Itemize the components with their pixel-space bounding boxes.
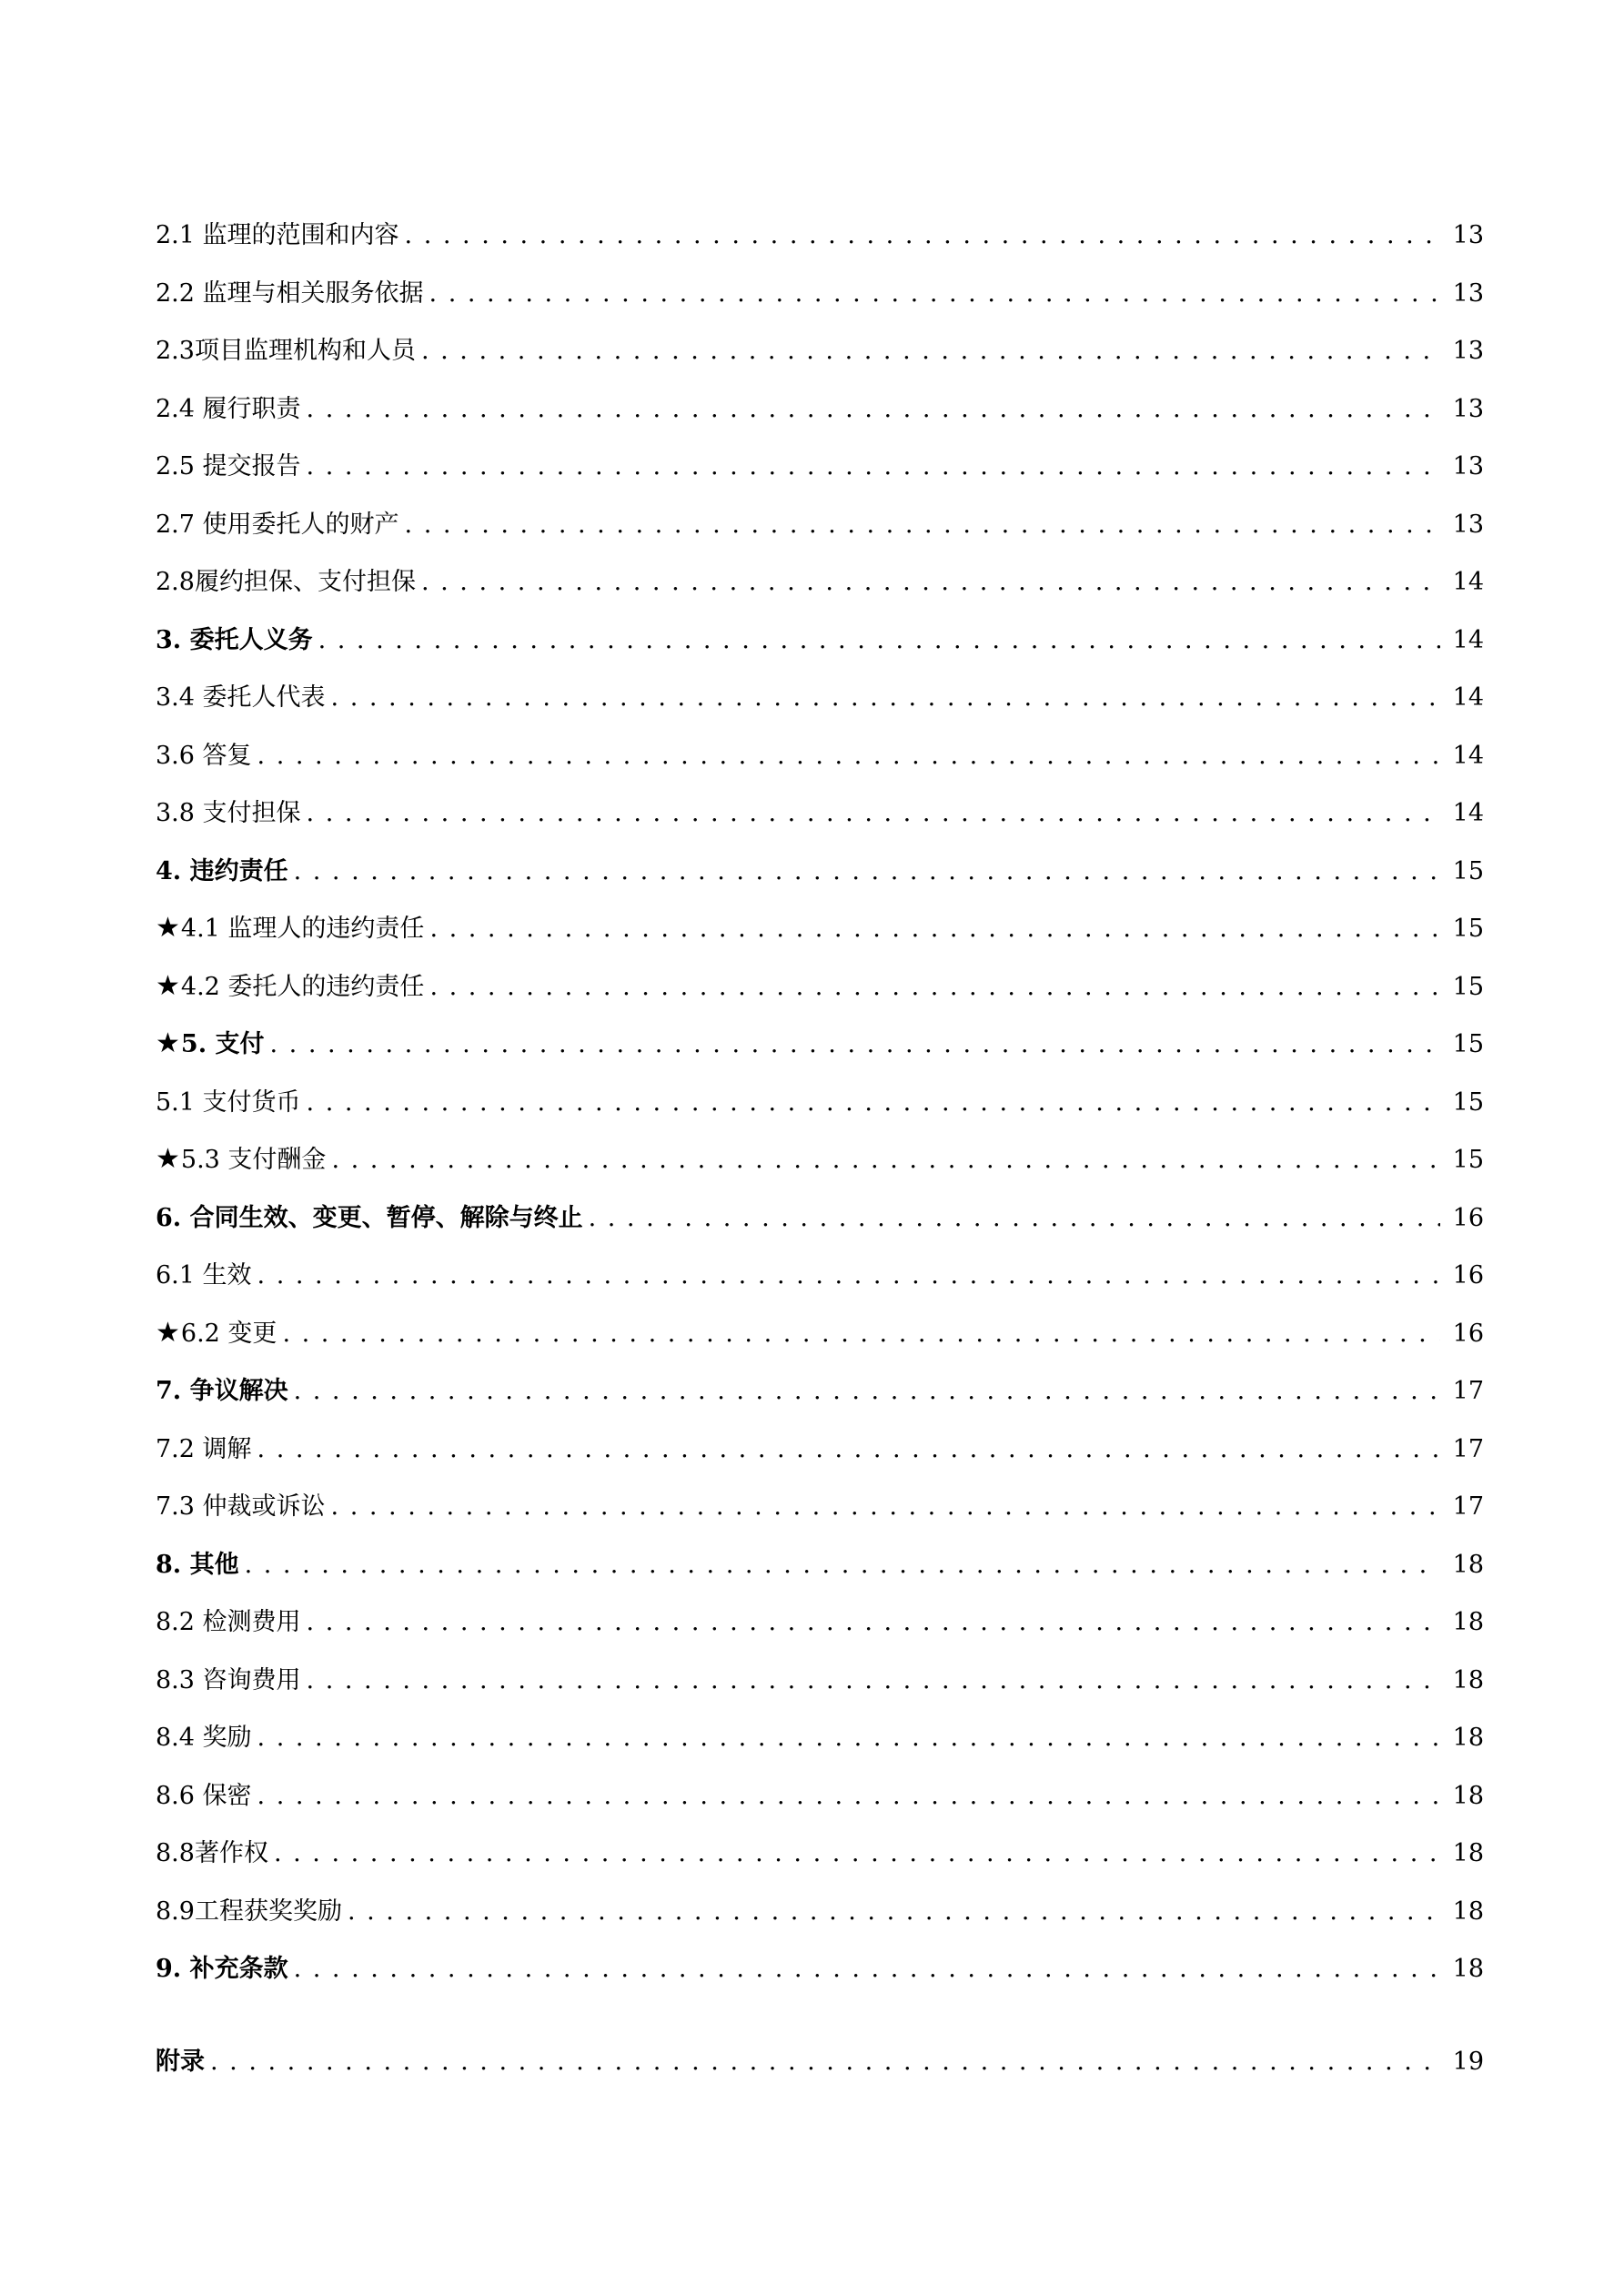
dot-leader bbox=[429, 915, 1440, 943]
toc-entry-title: 5.1 支付货币 bbox=[156, 1087, 301, 1117]
dot-leader bbox=[274, 1839, 1440, 1867]
dot-leader bbox=[257, 1435, 1440, 1463]
toc-entry[interactable] bbox=[156, 620, 1484, 678]
toc-entry-title: 7. 争议解决 bbox=[156, 1377, 288, 1405]
dot-leader bbox=[307, 452, 1440, 480]
dot-leader bbox=[307, 1088, 1440, 1117]
dot-leader bbox=[348, 1897, 1440, 1926]
toc-page-number: 17 bbox=[1452, 1377, 1484, 1405]
toc-page-number: 17 bbox=[1452, 1434, 1484, 1463]
toc-entry-title: 2.8履约担保、支付担保 bbox=[156, 568, 416, 596]
star-icon: ★ bbox=[156, 912, 180, 944]
toc-page-number: 14 bbox=[1452, 625, 1484, 654]
toc-entry[interactable] bbox=[156, 1544, 1484, 1603]
star-icon: ★ bbox=[156, 1143, 180, 1175]
toc-entry-title: 8. 其他 bbox=[156, 1550, 239, 1579]
dot-leader bbox=[307, 1608, 1440, 1636]
dot-leader bbox=[331, 683, 1440, 712]
dot-leader bbox=[589, 1204, 1440, 1232]
toc-entry[interactable] bbox=[156, 1833, 1484, 1891]
toc-page-number: 13 bbox=[1452, 221, 1484, 249]
star-icon: ★ bbox=[156, 1316, 180, 1349]
toc-page-number: 13 bbox=[1452, 452, 1484, 480]
toc-entry[interactable] bbox=[156, 504, 1484, 562]
toc-entry-title: 7.3 仲裁或诉讼 bbox=[156, 1492, 326, 1521]
dot-leader bbox=[307, 395, 1440, 423]
toc-entry[interactable] bbox=[156, 389, 1484, 447]
toc-page-number: 15 bbox=[1452, 915, 1484, 943]
toc-entry[interactable] bbox=[156, 793, 1484, 851]
toc-page-number: 15 bbox=[1452, 1146, 1484, 1174]
dot-leader bbox=[405, 221, 1440, 249]
toc-entry[interactable] bbox=[156, 1602, 1484, 1660]
toc-entry[interactable] bbox=[156, 1371, 1484, 1429]
toc-entry[interactable] bbox=[156, 1948, 1484, 2007]
toc-entry[interactable] bbox=[156, 1717, 1484, 1775]
toc-entry-title: 6.2 变更 bbox=[180, 1319, 277, 1348]
toc-entry[interactable] bbox=[156, 966, 1484, 1025]
toc-entry-title: 6. 合同生效、变更、暂停、解除与终止 bbox=[156, 1203, 583, 1232]
toc-entry-title: 8.3 咨询费用 bbox=[156, 1665, 301, 1694]
toc-page-number: 14 bbox=[1452, 741, 1484, 770]
dot-leader bbox=[331, 1492, 1440, 1521]
toc-entry[interactable] bbox=[156, 1024, 1484, 1082]
toc-entry-title: 7.2 调解 bbox=[156, 1434, 252, 1463]
toc-page-number: 13 bbox=[1452, 278, 1484, 308]
toc-page-number: 16 bbox=[1452, 1261, 1484, 1290]
toc-entry-title: 4.1 监理人的违约责任 bbox=[180, 915, 425, 943]
toc-entry-title: 6.1 生效 bbox=[156, 1261, 252, 1290]
toc-entry-title: 8.6 保密 bbox=[156, 1781, 252, 1810]
toc-entry-title: 9. 补充条款 bbox=[156, 1955, 288, 1983]
toc-page-number: 13 bbox=[1452, 394, 1484, 423]
dot-leader bbox=[294, 1377, 1440, 1405]
toc-page-number: 18 bbox=[1452, 1781, 1484, 1810]
toc-entry[interactable] bbox=[156, 1891, 1484, 1949]
toc-page-number: 15 bbox=[1452, 1030, 1484, 1058]
toc-page-number: 13 bbox=[1452, 337, 1484, 365]
toc-entry[interactable] bbox=[156, 561, 1484, 620]
table-of-contents bbox=[156, 215, 1484, 2099]
dot-leader bbox=[245, 1551, 1440, 1579]
toc-page-number: 16 bbox=[1452, 1203, 1484, 1232]
toc-entry[interactable] bbox=[156, 1082, 1484, 1140]
toc-entry-title: 3. 委托人义务 bbox=[156, 625, 313, 654]
toc-entry[interactable] bbox=[156, 1255, 1484, 1313]
toc-entry-title: 8.8著作权 bbox=[156, 1839, 268, 1867]
toc-entry[interactable] bbox=[156, 677, 1484, 735]
toc-entry-title: 3.4 委托人代表 bbox=[156, 683, 326, 712]
toc-page-number: 18 bbox=[1452, 1896, 1484, 1926]
dot-leader bbox=[331, 1146, 1440, 1174]
toc-entry-title: 5. 支付 bbox=[180, 1030, 265, 1058]
toc-page-number: 14 bbox=[1452, 799, 1484, 827]
toc-entry-title: 2.1 监理的范围和内容 bbox=[156, 221, 399, 249]
toc-entry-title: 3.8 支付担保 bbox=[156, 799, 301, 827]
toc-entry-title: 4.2 委托人的违约责任 bbox=[180, 972, 425, 1001]
dot-leader bbox=[294, 1955, 1440, 1983]
toc-page-number: 13 bbox=[1452, 510, 1484, 539]
dot-leader bbox=[257, 1724, 1440, 1752]
toc-entry[interactable] bbox=[156, 330, 1484, 389]
toc-page-number: 18 bbox=[1452, 1550, 1484, 1579]
toc-page-number: 17 bbox=[1452, 1492, 1484, 1521]
dot-leader bbox=[282, 1320, 1440, 1348]
toc-entry[interactable] bbox=[156, 851, 1484, 909]
dot-leader bbox=[307, 1666, 1440, 1694]
toc-entry-title: 2.4 履行职责 bbox=[156, 394, 301, 423]
toc-entry[interactable] bbox=[156, 446, 1484, 504]
toc-entry[interactable] bbox=[156, 735, 1484, 794]
toc-entry-title: 8.2 检测费用 bbox=[156, 1608, 301, 1636]
star-icon: ★ bbox=[156, 969, 180, 1002]
toc-entry-title: 附录 bbox=[156, 2047, 205, 2076]
toc-entry-title: 5.3 支付酬金 bbox=[180, 1146, 327, 1174]
toc-entry[interactable] bbox=[156, 1139, 1484, 1198]
toc-entry-title: 4. 违约责任 bbox=[156, 856, 288, 885]
toc-entry-title: 2.5 提交报告 bbox=[156, 452, 301, 480]
dot-leader bbox=[210, 2048, 1440, 2076]
toc-entry[interactable] bbox=[156, 273, 1484, 331]
toc-entry[interactable] bbox=[156, 1198, 1484, 1256]
toc-page-number: 15 bbox=[1452, 972, 1484, 1001]
toc-page-number: 18 bbox=[1452, 1665, 1484, 1694]
dot-leader bbox=[257, 742, 1440, 770]
toc-entry-title: 8.4 奖励 bbox=[156, 1724, 252, 1752]
toc-page-number: 16 bbox=[1452, 1319, 1484, 1348]
toc-entry[interactable] bbox=[156, 1313, 1484, 1371]
dot-leader bbox=[421, 568, 1440, 596]
dot-leader bbox=[257, 1782, 1440, 1810]
toc-page-number: 18 bbox=[1452, 1839, 1484, 1867]
dot-leader bbox=[405, 511, 1440, 539]
toc-entry[interactable] bbox=[156, 1486, 1484, 1544]
toc-entry-title: 3.6 答复 bbox=[156, 741, 252, 770]
toc-entry[interactable] bbox=[156, 1429, 1484, 1487]
toc-entry-title: 8.9工程获奖奖励 bbox=[156, 1896, 342, 1926]
dot-leader bbox=[270, 1030, 1441, 1058]
toc-entry[interactable] bbox=[156, 1775, 1484, 1834]
toc-entry-title: 2.2 监理与相关服务依据 bbox=[156, 278, 424, 308]
dot-leader bbox=[257, 1261, 1440, 1290]
toc-page-number: 19 bbox=[1452, 2047, 1484, 2076]
dot-leader bbox=[307, 799, 1440, 827]
dot-leader bbox=[421, 337, 1440, 365]
toc-page-number: 18 bbox=[1452, 1608, 1484, 1636]
dot-leader bbox=[429, 973, 1440, 1001]
dot-leader bbox=[429, 279, 1440, 308]
star-icon: ★ bbox=[156, 1027, 180, 1059]
toc-entry-appendix[interactable] bbox=[156, 2041, 1484, 2099]
toc-page-number: 15 bbox=[1452, 856, 1484, 885]
dot-leader bbox=[294, 857, 1440, 885]
dot-leader bbox=[318, 626, 1440, 654]
toc-entry[interactable] bbox=[156, 1660, 1484, 1718]
toc-entry[interactable] bbox=[156, 215, 1484, 273]
toc-page-number: 18 bbox=[1452, 1955, 1484, 1983]
toc-page-number: 14 bbox=[1452, 683, 1484, 712]
toc-entry[interactable] bbox=[156, 908, 1484, 966]
toc-page-number: 14 bbox=[1452, 568, 1484, 596]
toc-entry-title: 2.7 使用委托人的财产 bbox=[156, 510, 399, 539]
toc-page-number: 15 bbox=[1452, 1087, 1484, 1117]
toc-entry-title: 2.3项目监理机构和人员 bbox=[156, 337, 416, 365]
toc-page-number: 18 bbox=[1452, 1724, 1484, 1752]
